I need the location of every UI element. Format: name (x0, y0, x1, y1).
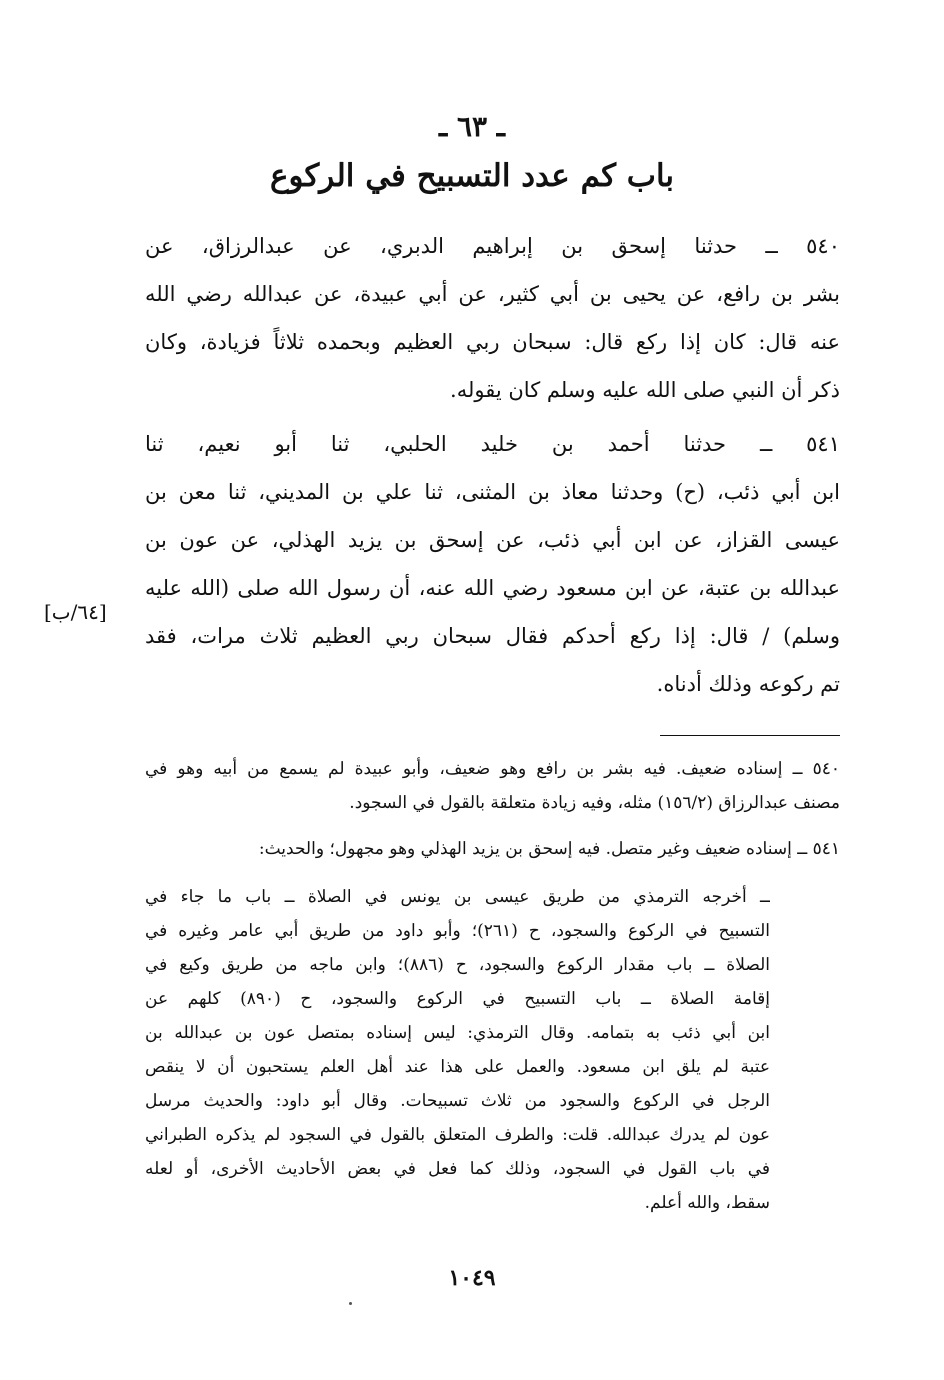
section-number: ـ ٦٣ ـ (439, 110, 505, 143)
footnote-541 (145, 832, 840, 866)
print-speck (349, 1302, 352, 1305)
footnote-line: التسبيح في الركوع والسجود، ح (٢٦١)؛ وأبو داود من طريق أبي عامر وغيره في (145, 921, 770, 941)
footnote-line: عتبة لم يلق ابن مسعود. والعمل على هذا عند أهل العلم يستحبون أن لا ينقص (145, 1057, 770, 1077)
hadith-540 (145, 222, 840, 414)
hadith-line: ٥٤١ ــ حدثنا أحمد بن خليد الحلبي، ثنا أبو نعيم، ثنا (145, 432, 840, 456)
footnote-540 (145, 752, 840, 820)
hadith-line: تم ركوعه وذلك أدناه. (656, 672, 840, 696)
hadith-line: عبدالله بن عتبة، عن ابن مسعود رضي الله عنه، أن رسول الله صلى (الله عليه (145, 576, 840, 600)
footnote-line: ــ أخرجه الترمذي من طريق عيسى بن يونس في الصلاة ــ باب ما جاء في (145, 887, 770, 907)
hadith-line: بشر بن رافع، عن يحيى بن أبي كثير، عن أبي عبيدة، عن عبدالله رضي الله (145, 282, 840, 306)
hadith-line: وسلم) / قال: إذا ركع أحدكم فقال سبحان ربي العظيم ثلاث مرات، فقد (145, 624, 840, 648)
manuscript-folio-ref: [٦٤/ب] (44, 600, 107, 624)
hadith-line: ٥٤٠ ــ حدثنا إسحق بن إبراهيم الدبري، عن عبدالرزاق، عن (145, 234, 840, 258)
chapter-title: باب كم عدد التسبيح في الركوع (269, 158, 675, 194)
footnote-line: عون لم يدرك عبدالله. قلت: والطرف المتعلق بالقول في السجود لم يذكره الطبراني (145, 1125, 770, 1145)
hadith-line: ابن أبي ذئب، (ح) وحدثنا معاذ بن المثنى، ثنا علي بن المديني، ثنا معن بن (145, 480, 840, 504)
footnote-line: في باب القول في السجود، وذلك كما فعل في بعض الأحاديث الأخرى، أو لعله (145, 1159, 770, 1179)
footnote-line: مصنف عبدالرزاق (١٥٦/٢) مثله، وفيه زيادة متعلقة بالقول في السجود. (349, 793, 840, 813)
footnote-line: الرجل في الركوع والسجود من ثلاث تسبيحات. وقال أبو داود: والحديث مرسل (145, 1091, 770, 1111)
hadith-line: عيسى القزاز، عن ابن أبي ذئب، عن إسحق بن يزيد الهذلي، عن عون بن (145, 528, 840, 552)
hadith-541 (145, 420, 840, 708)
footnote-separator (660, 735, 840, 736)
footnote-541-detail (145, 880, 770, 1220)
footnote-line: إقامة الصلاة ــ باب التسبيح في الركوع والسجود، ح (٨٩٠) كلهم عن (145, 989, 770, 1009)
footnote-line: الصلاة ــ باب مقدار الركوع والسجود، ح (٨٨٦)؛ وابن ماجه من طريق وكيع في (145, 955, 770, 975)
hadith-line: عنه قال: كان إذا ركع قال: سبحان ربي العظيم وبحمده ثلاثاً فزيادة، وكان (145, 330, 840, 354)
page-number: ١٠٤٩ (448, 1265, 496, 1291)
footnote-line: ٥٤٠ ــ إسناده ضعيف. فيه بشر بن رافع وهو ضعيف، وأبو عبيدة لم يسمع من أبيه وهو في (145, 759, 840, 779)
hadith-line: ذكر أن النبي صلى الله عليه وسلم كان يقوله. (450, 378, 840, 402)
footnote-line: ٥٤١ ــ إسناده ضعيف وغير متصل. فيه إسحق بن يزيد الهذلي وهو مجهول؛ والحديث: (258, 839, 840, 859)
footnote-line: سقط، والله أعلم. (644, 1193, 770, 1213)
footnote-line: ابن أبي ذئب به بتمامه. وقال الترمذي: ليس إسناده بمتصل عون بن عبدالله بن (145, 1023, 770, 1043)
